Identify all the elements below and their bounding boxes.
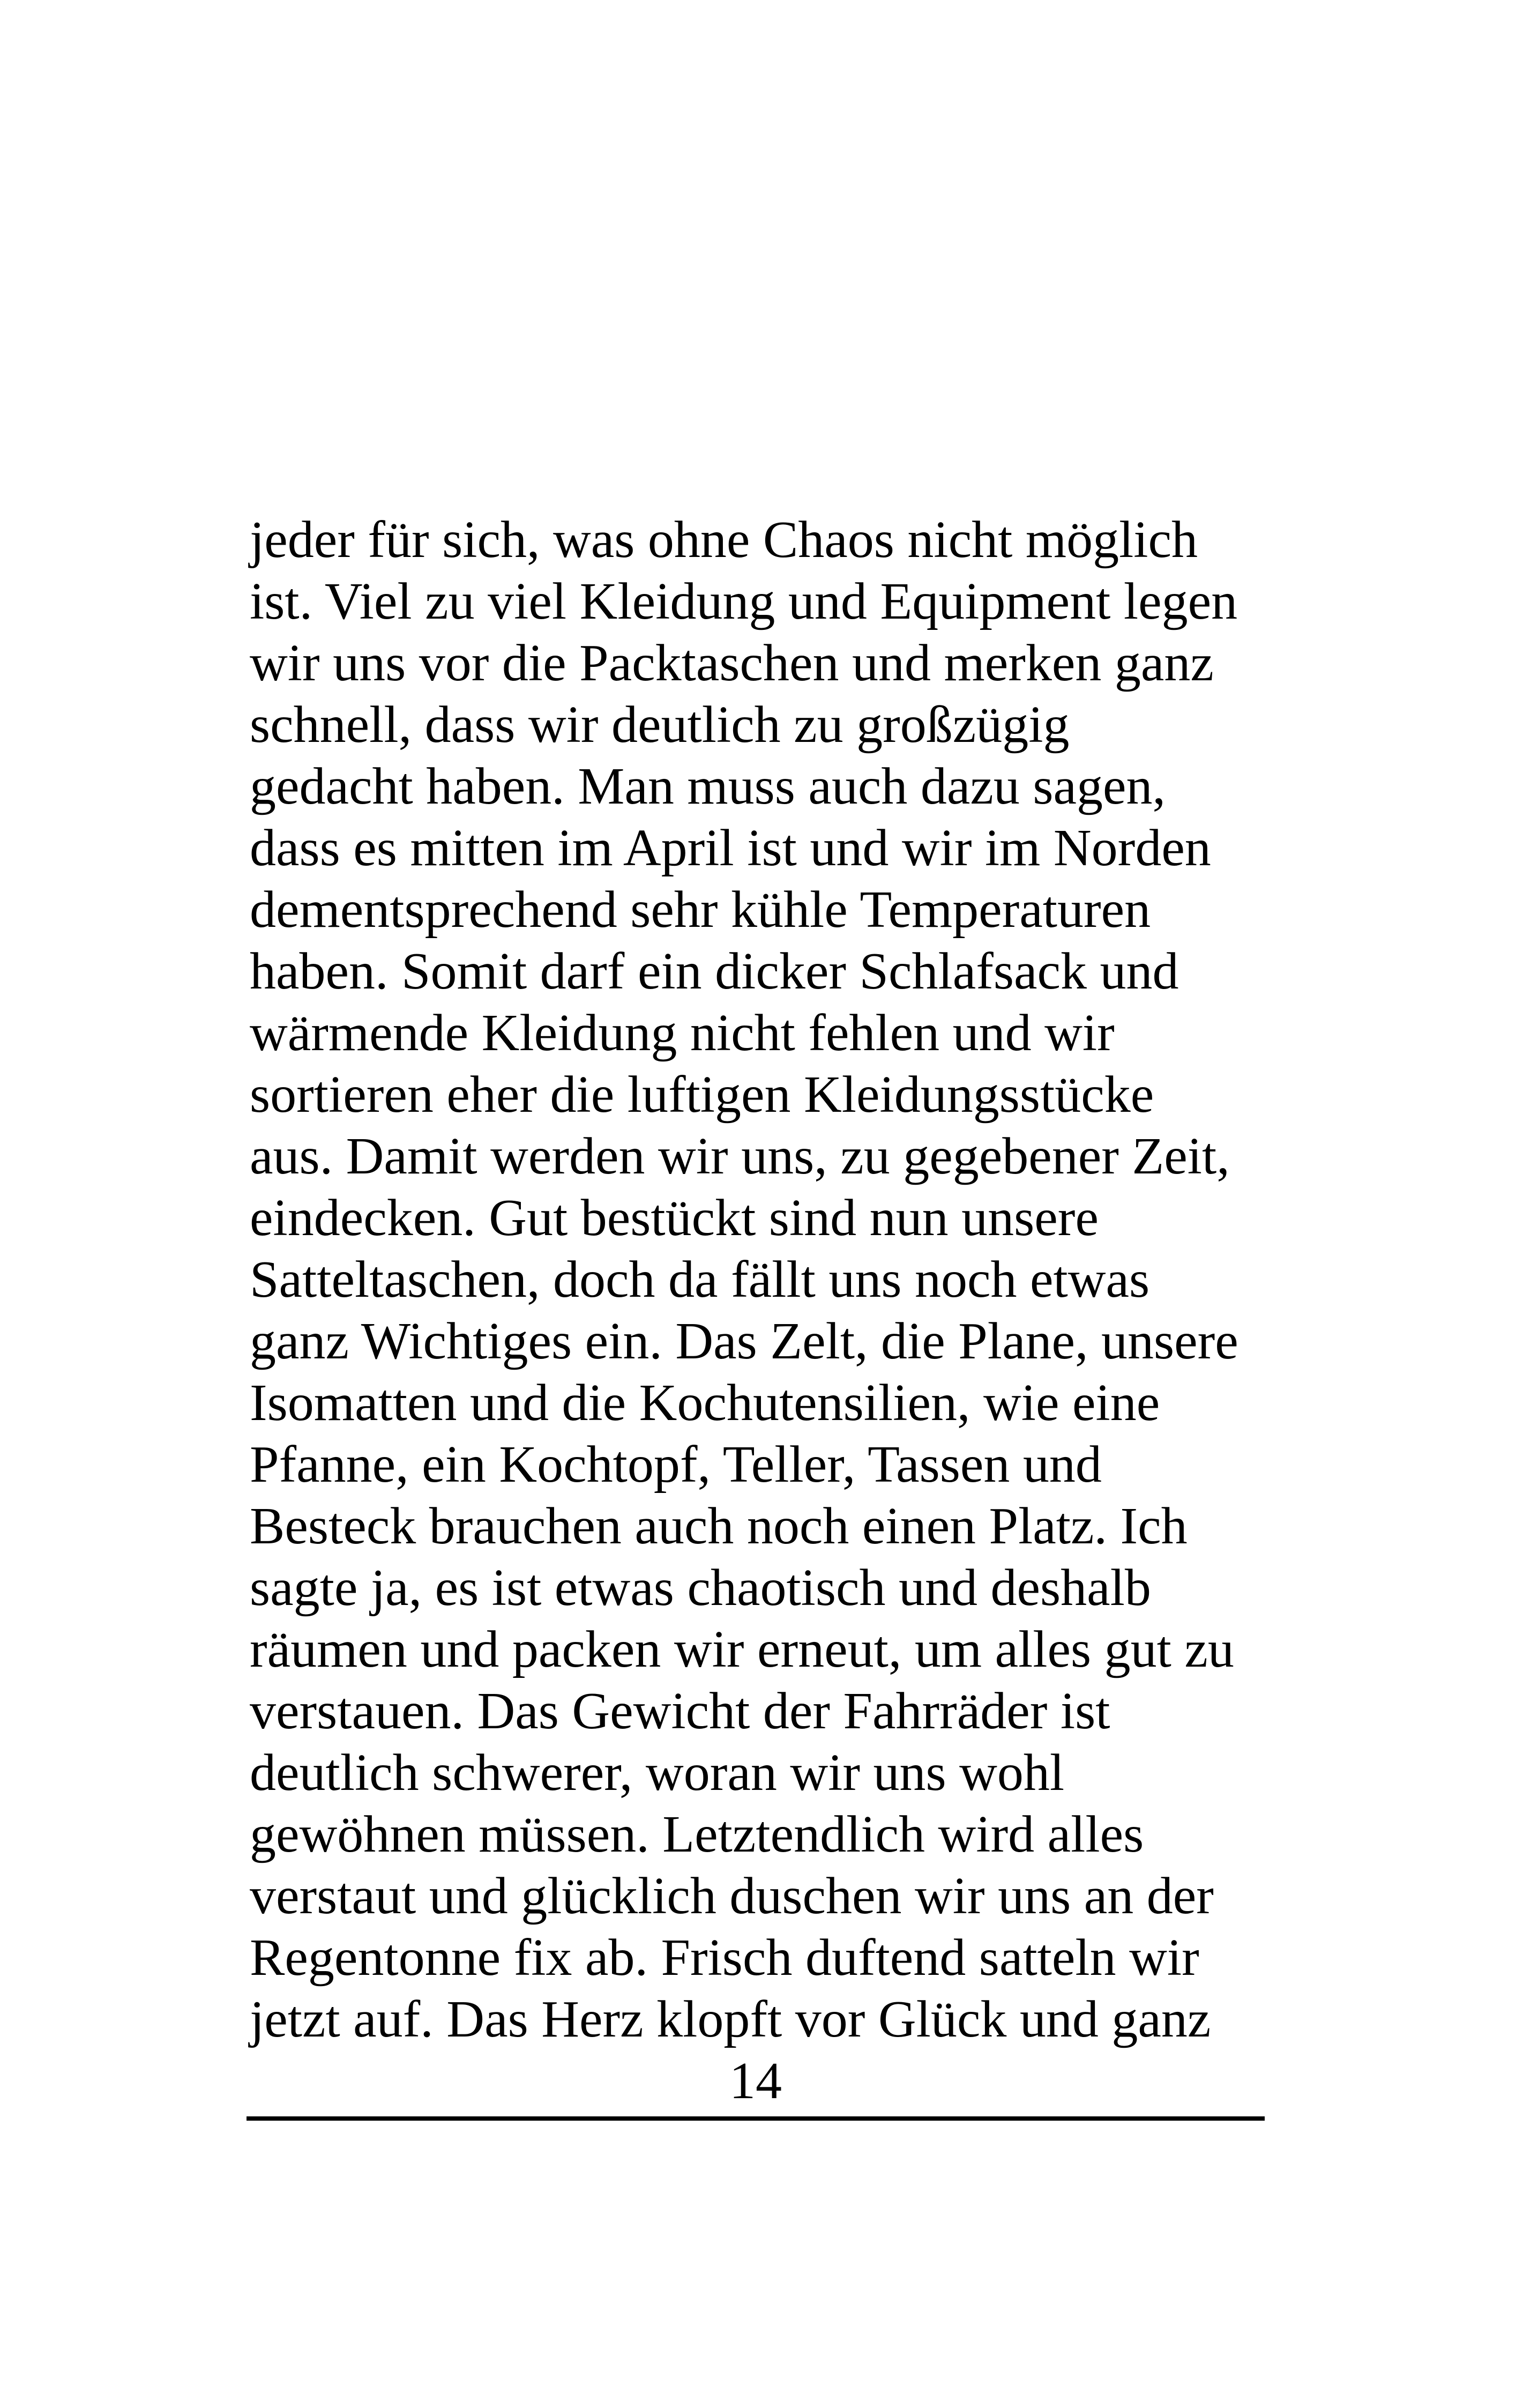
- text-line: Regentonne fix ab. Frisch duftend satteln wir: [250, 1929, 1199, 1987]
- text-line: wärmende Kleidung nicht fehlen und wir: [250, 1004, 1115, 1062]
- text-line: haben. Somit darf ein dicker Schlafsack und: [250, 942, 1179, 1000]
- text-line: wir uns vor die Packtaschen und merken ganz: [250, 634, 1214, 692]
- text-line: gewöhnen müssen. Letztendlich wird alles: [250, 1805, 1144, 1863]
- text-line: verstauen. Das Gewicht der Fahrräder ist: [250, 1682, 1110, 1740]
- text-line: Isomatten und die Kochutensilien, wie eine: [250, 1374, 1160, 1432]
- footer-divider: [247, 2116, 1265, 2121]
- text-line: dementsprechend sehr kühle Temperaturen: [250, 881, 1151, 939]
- body-text: [250, 509, 1300, 2050]
- text-line: ist. Viel zu viel Kleidung und Equipment legen: [250, 573, 1238, 630]
- text-line: schnell, dass wir deutlich zu großzügig: [250, 696, 1070, 754]
- text-line: dass es mitten im April ist und wir im Norden: [250, 819, 1211, 877]
- text-line: gedacht haben. Man muss auch dazu sagen,: [250, 757, 1166, 815]
- text-line: ganz Wichtiges ein. Das Zelt, die Plane, unsere: [250, 1312, 1238, 1370]
- text-line: räumen und packen wir erneut, um alles gut zu: [250, 1621, 1234, 1678]
- text-line: sortieren eher die luftigen Kleidungsstücke: [250, 1066, 1154, 1124]
- page-number: 14: [729, 2052, 782, 2110]
- text-line: jetzt auf. Das Herz klopft vor Glück und ganz: [250, 1990, 1211, 2048]
- text-line: eindecken. Gut bestückt sind nun unsere: [250, 1189, 1099, 1247]
- text-line: jeder für sich, was ohne Chaos nicht möglich: [250, 511, 1198, 569]
- text-line: Satteltaschen, doch da fällt uns noch etwas: [250, 1251, 1150, 1309]
- text-line: aus. Damit werden wir uns, zu gegebener Zeit,: [250, 1127, 1230, 1185]
- text-line: sagte ja, es ist etwas chaotisch und deshalb: [250, 1559, 1151, 1617]
- text-line: Besteck brauchen auch noch einen Platz. Ich: [250, 1497, 1188, 1555]
- text-line: verstaut und glücklich duschen wir uns an der: [250, 1867, 1214, 1925]
- text-line: Pfanne, ein Kochtopf, Teller, Tassen und: [250, 1436, 1102, 1493]
- text-line: deutlich schwerer, woran wir uns wohl: [250, 1744, 1065, 1802]
